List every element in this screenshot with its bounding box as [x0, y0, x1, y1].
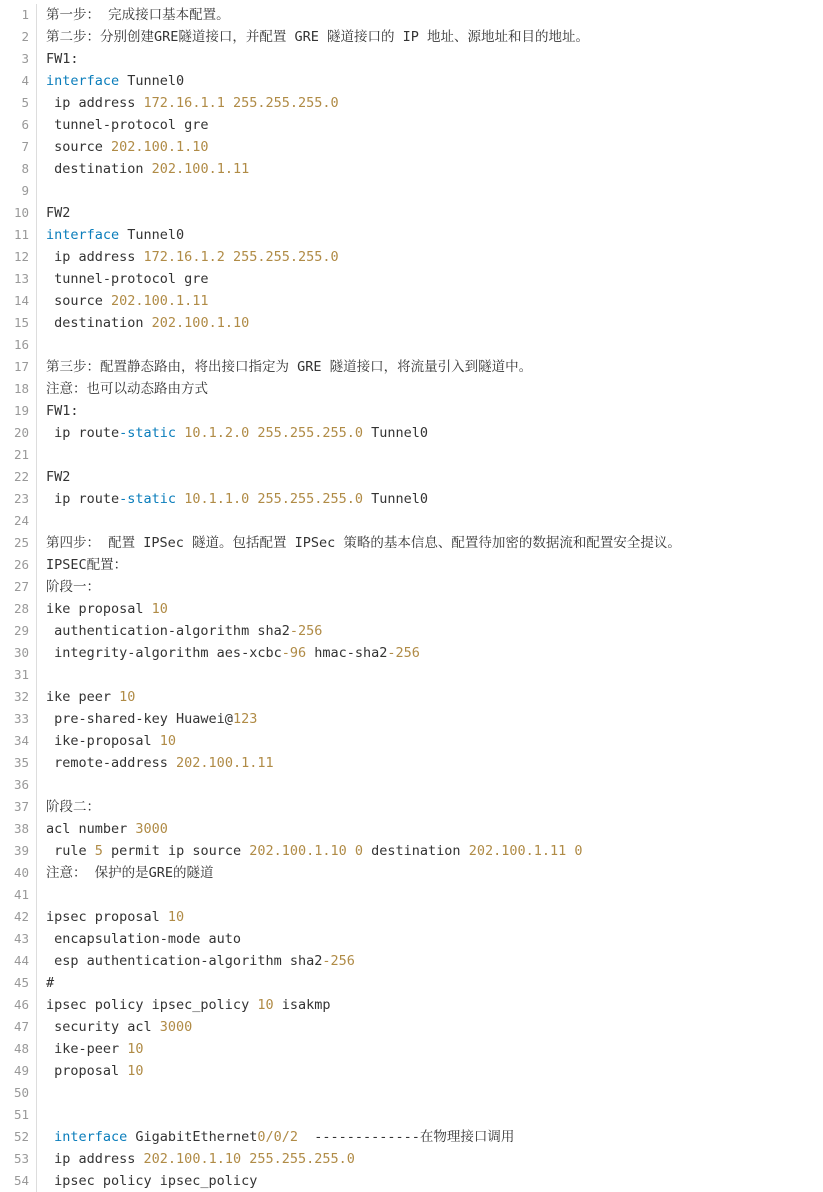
code-line-row — [0, 180, 823, 202]
code-line-text[interactable] — [37, 70, 823, 92]
code-token: isakmp — [273, 997, 331, 1013]
code-line-text[interactable] — [37, 268, 823, 290]
code-line-row — [0, 554, 823, 576]
code-token: -static — [119, 425, 177, 441]
code-line-row — [0, 378, 823, 400]
code-token: 10.1.1.0 255.255.255.0 — [184, 491, 364, 507]
code-token: interface — [46, 73, 120, 89]
line-number: 22 — [0, 466, 36, 488]
code-token: 0/0/2 — [257, 1129, 298, 1145]
line-number: 51 — [0, 1104, 36, 1126]
code-token: 注意： 保护的是GRE的隧道 — [46, 865, 214, 881]
code-token: ip address — [46, 95, 144, 111]
code-token: hmac-sha2 — [306, 645, 388, 661]
code-line-row — [0, 488, 823, 510]
code-line-row — [0, 356, 823, 378]
code-token: acl number — [46, 821, 136, 837]
code-line-text[interactable] — [37, 994, 823, 1016]
code-line-text[interactable] — [37, 312, 823, 334]
code-token: Tunnel0 — [363, 491, 429, 507]
code-token: 172.16.1.1 255.255.255.0 — [143, 95, 339, 111]
code-line-row — [0, 664, 823, 686]
code-line-text[interactable] — [37, 818, 823, 840]
code-line-row — [0, 620, 823, 642]
code-line-row — [0, 1038, 823, 1060]
line-number: 18 — [0, 378, 36, 400]
code-token: permit ip source — [102, 843, 250, 859]
code-token: 阶段二： — [46, 799, 100, 815]
code-line-text[interactable] — [37, 1170, 823, 1192]
code-line-text[interactable] — [37, 1060, 823, 1082]
code-line-text[interactable] — [37, 158, 823, 180]
code-token: -256 — [387, 645, 420, 661]
code-line-text[interactable] — [37, 202, 823, 224]
line-number: 34 — [0, 730, 36, 752]
code-line-text[interactable] — [37, 532, 823, 554]
code-token: 10 — [119, 689, 136, 705]
line-number: 7 — [0, 136, 36, 158]
line-number: 50 — [0, 1082, 36, 1104]
code-line-row — [0, 202, 823, 224]
line-number: 31 — [0, 664, 36, 686]
gutter-divider — [36, 334, 37, 356]
gutter-divider — [36, 664, 37, 686]
code-token: 3000 — [159, 1019, 193, 1035]
line-number: 45 — [0, 972, 36, 994]
code-token — [176, 491, 184, 507]
code-token: Tunnel0 — [119, 227, 185, 243]
code-line-text[interactable] — [37, 92, 823, 114]
code-token: 第一步： 完成接口基本配置。 — [46, 7, 230, 23]
code-token: tunnel-protocol gre — [46, 117, 209, 133]
code-token: ip address — [46, 1151, 144, 1167]
code-token: destination — [46, 161, 152, 177]
code-line-text[interactable] — [37, 796, 823, 818]
code-line-row — [0, 774, 823, 796]
code-token: FW2 — [46, 205, 71, 221]
code-line-row — [0, 642, 823, 664]
code-line-row — [0, 972, 823, 994]
line-number: 54 — [0, 1170, 36, 1192]
code-token: pre-shared-key Huawei@ — [46, 711, 233, 727]
gutter-divider — [36, 1082, 37, 1104]
code-token: ipsec policy ipsec_policy — [46, 1173, 258, 1189]
code-token: 202.100.1.11 — [151, 161, 250, 177]
code-line-text[interactable] — [37, 576, 823, 598]
line-number: 48 — [0, 1038, 36, 1060]
code-token: 10 — [151, 601, 168, 617]
code-token: destination — [46, 315, 152, 331]
code-line-row — [0, 818, 823, 840]
code-token: 注意：也可以动态路由方式 — [46, 381, 208, 397]
code-line-text[interactable] — [37, 708, 823, 730]
code-token: source — [46, 139, 112, 155]
line-number: 25 — [0, 532, 36, 554]
line-number: 21 — [0, 444, 36, 466]
code-token: interface — [46, 227, 120, 243]
code-line-row — [0, 1126, 823, 1148]
line-number: 1 — [0, 4, 36, 26]
code-token: Tunnel0 — [363, 425, 429, 441]
line-number: 10 — [0, 202, 36, 224]
code-line-row — [0, 796, 823, 818]
line-number: 11 — [0, 224, 36, 246]
code-line-text[interactable] — [37, 598, 823, 620]
line-number: 6 — [0, 114, 36, 136]
code-line-text[interactable] — [37, 1148, 823, 1170]
code-token: 202.100.1.11 — [111, 293, 209, 309]
line-number: 35 — [0, 752, 36, 774]
code-line-text[interactable] — [37, 1126, 823, 1148]
code-line-text[interactable] — [37, 862, 823, 884]
code-token: 202.100.1.10 — [111, 139, 209, 155]
line-number: 12 — [0, 246, 36, 268]
code-line-row — [0, 862, 823, 884]
line-number: 49 — [0, 1060, 36, 1082]
code-token: source — [46, 293, 112, 309]
code-token: ike peer — [46, 689, 120, 705]
code-line-row — [0, 598, 823, 620]
code-token: interface — [54, 1129, 128, 1145]
code-token: ike-proposal — [46, 733, 160, 749]
code-line-row — [0, 708, 823, 730]
line-number: 36 — [0, 774, 36, 796]
code-line-text[interactable] — [37, 136, 823, 158]
gutter-divider — [36, 510, 37, 532]
code-token: Tunnel0 — [119, 73, 185, 89]
code-line-text[interactable] — [37, 972, 823, 994]
code-line-row — [0, 312, 823, 334]
code-line-row — [0, 290, 823, 312]
code-line-text[interactable] — [37, 466, 823, 488]
code-token: 5 — [94, 843, 103, 859]
gutter-divider — [36, 180, 37, 202]
code-line-row — [0, 928, 823, 950]
line-number: 17 — [0, 356, 36, 378]
code-token: -96 — [281, 645, 307, 661]
code-line-text[interactable] — [37, 840, 823, 862]
code-line-row — [0, 246, 823, 268]
code-token: 10 — [257, 997, 274, 1013]
code-token: -------------在物理接口调用 — [297, 1129, 515, 1145]
code-line-row — [0, 1148, 823, 1170]
code-token: 10 — [127, 1041, 144, 1057]
code-token: tunnel-protocol gre — [46, 271, 209, 287]
code-line-row — [0, 994, 823, 1016]
line-number: 53 — [0, 1148, 36, 1170]
code-token: rule — [46, 843, 95, 859]
code-token: destination — [363, 843, 469, 859]
line-number: 19 — [0, 400, 36, 422]
line-number: 52 — [0, 1126, 36, 1148]
code-token: FW1: — [46, 403, 79, 419]
code-line-text[interactable] — [37, 686, 823, 708]
gutter-divider — [36, 444, 37, 466]
line-number: 28 — [0, 598, 36, 620]
code-line-row — [0, 950, 823, 972]
code-token: -static — [119, 491, 177, 507]
code-line-text[interactable] — [37, 356, 823, 378]
code-token: -256 — [289, 623, 323, 639]
code-line-text[interactable] — [37, 1038, 823, 1060]
code-line-row — [0, 686, 823, 708]
line-number: 2 — [0, 26, 36, 48]
code-line-text[interactable] — [37, 26, 823, 48]
code-token: integrity-algorithm aes-xcbc — [46, 645, 282, 661]
gutter-divider — [36, 1104, 37, 1126]
code-line-text[interactable] — [37, 642, 823, 664]
code-token: 3000 — [135, 821, 168, 837]
line-number: 24 — [0, 510, 36, 532]
code-line-text[interactable] — [37, 950, 823, 972]
line-number: 29 — [0, 620, 36, 642]
line-number: 20 — [0, 422, 36, 444]
line-number: 27 — [0, 576, 36, 598]
code-line-row — [0, 70, 823, 92]
code-token: ike proposal — [46, 601, 152, 617]
code-line-row — [0, 114, 823, 136]
code-token: ipsec policy ipsec_policy — [46, 997, 258, 1013]
line-number: 32 — [0, 686, 36, 708]
code-line-row — [0, 334, 823, 356]
code-line-row — [0, 92, 823, 114]
line-number: 4 — [0, 70, 36, 92]
code-line-text[interactable] — [37, 752, 823, 774]
code-line-text[interactable] — [37, 906, 823, 928]
code-line-row — [0, 752, 823, 774]
code-token: 10 — [127, 1063, 144, 1079]
line-number: 3 — [0, 48, 36, 70]
code-token: 202.100.1.11 0 — [468, 843, 583, 859]
line-number: 13 — [0, 268, 36, 290]
line-number: 16 — [0, 334, 36, 356]
line-number: 26 — [0, 554, 36, 576]
code-line-text[interactable] — [37, 422, 823, 444]
code-token: ike-peer — [46, 1041, 128, 1057]
code-token: FW2 — [46, 469, 71, 485]
line-number: 15 — [0, 312, 36, 334]
code-token: 第三步：配置静态路由，将出接口指定为 GRE 隧道接口，将流量引入到隧道中。 — [46, 359, 533, 375]
code-line-row — [0, 1016, 823, 1038]
code-line-text[interactable] — [37, 224, 823, 246]
code-token: 172.16.1.2 255.255.255.0 — [143, 249, 339, 265]
gutter-divider — [36, 774, 37, 796]
code-line-text[interactable] — [37, 290, 823, 312]
code-line-row — [0, 136, 823, 158]
code-token: GigabitEthernet — [127, 1129, 258, 1145]
code-token: ip route — [46, 491, 120, 507]
code-line-text[interactable] — [37, 378, 823, 400]
code-line-row — [0, 906, 823, 928]
code-token: 10.1.2.0 255.255.255.0 — [184, 425, 364, 441]
gutter-divider — [36, 884, 37, 906]
code-token: encapsulation-mode auto — [46, 931, 242, 947]
code-line-row — [0, 422, 823, 444]
code-line-row — [0, 4, 823, 26]
line-number: 43 — [0, 928, 36, 950]
code-token: 10 — [167, 909, 185, 925]
code-token: ip route — [46, 425, 120, 441]
code-token: 第二步：分别创建GRE隧道接口，并配置 GRE 隧道接口的 IP 地址、源地址和目的地址。 — [46, 29, 590, 45]
code-line-row — [0, 576, 823, 598]
code-line-row — [0, 884, 823, 906]
code-token: ipsec proposal — [46, 909, 168, 925]
code-line-text[interactable] — [37, 928, 823, 950]
code-token: security acl — [46, 1019, 160, 1035]
code-line-row — [0, 840, 823, 862]
code-token: 阶段一： — [46, 579, 100, 595]
line-number: 46 — [0, 994, 36, 1016]
line-number: 33 — [0, 708, 36, 730]
line-number: 42 — [0, 906, 36, 928]
line-number: 41 — [0, 884, 36, 906]
code-token: IPSEC配置： — [46, 557, 128, 573]
code-line-text[interactable] — [37, 730, 823, 752]
code-token: esp authentication-algorithm sha2 — [46, 953, 323, 969]
code-line-row — [0, 730, 823, 752]
code-line-row — [0, 48, 823, 70]
line-number: 5 — [0, 92, 36, 114]
code-line-row — [0, 1082, 823, 1104]
line-number: 30 — [0, 642, 36, 664]
code-line-row — [0, 400, 823, 422]
code-line-row — [0, 1060, 823, 1082]
code-line-text[interactable] — [37, 48, 823, 70]
code-line-row — [0, 466, 823, 488]
code-token — [176, 425, 184, 441]
code-line-text[interactable] — [37, 400, 823, 422]
line-number: 44 — [0, 950, 36, 972]
code-line-text[interactable] — [37, 554, 823, 576]
code-token: authentication-algorithm sha2 — [46, 623, 290, 639]
line-number: 9 — [0, 180, 36, 202]
line-number: 8 — [0, 158, 36, 180]
line-number: 23 — [0, 488, 36, 510]
line-number: 47 — [0, 1016, 36, 1038]
code-token — [46, 1129, 54, 1145]
line-number: 38 — [0, 818, 36, 840]
code-token: 202.100.1.11 — [176, 755, 274, 771]
code-line-text[interactable] — [37, 114, 823, 136]
code-token: 202.100.1.10 0 — [249, 843, 364, 859]
code-line-row — [0, 224, 823, 246]
code-token: ip address — [46, 249, 144, 265]
code-token: proposal — [46, 1063, 128, 1079]
code-line-row — [0, 1170, 823, 1192]
line-number: 39 — [0, 840, 36, 862]
code-token: -256 — [322, 953, 355, 969]
code-token: FW1: — [46, 51, 79, 67]
code-line-row — [0, 532, 823, 554]
code-line-text[interactable] — [37, 246, 823, 268]
code-line-row — [0, 26, 823, 48]
code-line-text[interactable] — [37, 620, 823, 642]
line-number: 40 — [0, 862, 36, 884]
code-line-row — [0, 158, 823, 180]
code-line-row — [0, 444, 823, 466]
line-number: 37 — [0, 796, 36, 818]
code-line-text[interactable] — [37, 1016, 823, 1038]
code-line-row — [0, 510, 823, 532]
code-line-text[interactable] — [37, 488, 823, 510]
code-token: remote-address — [46, 755, 177, 771]
code-token: 10 — [159, 733, 177, 749]
code-line-row — [0, 1104, 823, 1126]
code-token: 123 — [232, 711, 258, 727]
code-token: 202.100.1.10 — [151, 315, 250, 331]
code-line-text[interactable] — [37, 4, 823, 26]
code-token: 202.100.1.10 255.255.255.0 — [143, 1151, 355, 1167]
line-number: 14 — [0, 290, 36, 312]
code-token: # — [46, 975, 55, 991]
code-line-row — [0, 268, 823, 290]
code-token: 第四步： 配置 IPSec 隧道。包括配置 IPSec 策略的基本信息、配置待加密的数据流和配置安全提议。 — [46, 535, 681, 551]
